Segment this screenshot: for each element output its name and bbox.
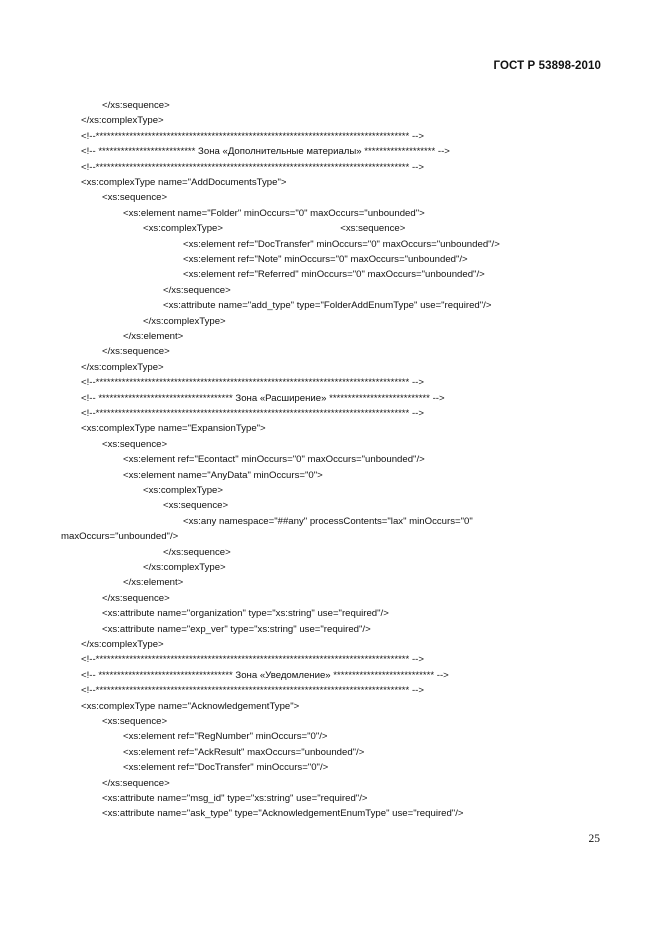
code-line: </xs:sequence>	[102, 100, 170, 111]
code-line: <!-- ************************************ Зона «Расширение» *************************** -->	[81, 392, 445, 404]
code-line: <xs:complexType>	[143, 485, 223, 496]
code-line: <xs:attribute name="organization" type="xs:string" use="required"/>	[102, 608, 389, 620]
code-line: <!--************************************************************************************ -->	[81, 130, 424, 142]
code-line: </xs:sequence>	[102, 346, 170, 358]
page-number: 25	[588, 833, 600, 845]
code-line: <xs:sequence>	[163, 500, 229, 512]
code-line: </xs:sequence>	[102, 777, 170, 789]
code-line: <!--************************************************************************************ -->	[81, 654, 424, 666]
code-line: </xs:complexType>	[143, 562, 226, 573]
code-line: <xs:attribute name="ask_type" type="AcknowledgementEnumType" use="required"/>	[102, 808, 464, 820]
code-line: </xs:element>	[123, 577, 184, 589]
code-line: </xs:complexType>	[81, 639, 164, 650]
code-line: <xs:complexType name="ExpansionType">	[81, 423, 266, 435]
code-line: <xs:element ref="Referred" minOccurs="0" maxOccurs="unbounded"/>	[183, 269, 485, 281]
code-line: </xs:sequence>	[163, 546, 231, 558]
code-line: <xs:element ref="DocTransfer" minOccurs="0"/>	[123, 762, 329, 774]
code-line: <xs:element name="AnyData" minOccurs="0">	[123, 469, 323, 481]
code-line: <xs:complexType> <xs:sequence>	[143, 223, 406, 235]
code-line: <xs:element ref="RegNumber" minOccurs="0"/>	[123, 731, 328, 743]
code-line: <xs:complexType name="AcknowledgementType">	[81, 700, 300, 712]
code-line: <xs:complexType name="AddDocumentsType">	[81, 177, 287, 188]
code-line: <!--************************************************************************************ -->	[81, 685, 424, 697]
code-line: <xs:sequence>	[102, 438, 168, 450]
code-line: <!--************************************************************************************ -->	[81, 161, 424, 173]
code-line: </xs:sequence>	[102, 592, 170, 604]
code-line: <!--************************************************************************************ -->	[81, 377, 424, 389]
code-line: <xs:element name="Folder" minOccurs="0" maxOccurs="unbounded">	[123, 207, 425, 219]
code-line: <!--************************************************************************************ -->	[81, 408, 424, 419]
code-line: </xs:complexType>	[143, 315, 226, 327]
code-line: </xs:complexType>	[81, 361, 164, 373]
code-line: </xs:element>	[123, 331, 184, 342]
code-line: <xs:element ref="Note" minOccurs="0" maxOccurs="unbounded"/>	[183, 254, 468, 265]
code-line: <xs:attribute name="add_type" type="FolderAddEnumType" use="required"/>	[163, 300, 492, 312]
code-line: <!-- ************************************ Зона «Уведомление» *************************** -->	[81, 669, 449, 681]
code-line: <xs:sequence>	[102, 716, 168, 727]
code-line: <xs:attribute name="exp_ver" type="xs:string" use="required"/>	[102, 623, 371, 635]
code-line: </xs:complexType>	[81, 115, 164, 127]
code-line: maxOccurs="unbounded"/>	[61, 531, 179, 543]
code-line: </xs:sequence>	[163, 284, 231, 296]
code-line: <xs:attribute name="msg_id" type="xs:string" use="required"/>	[102, 793, 368, 804]
code-line: <xs:sequence>	[102, 192, 168, 204]
document-standard-header: ГОСТ Р 53898-2010	[493, 60, 601, 72]
code-line: <xs:element ref="AckResult" maxOccurs="unbounded"/>	[123, 746, 365, 758]
code-line: <xs:element ref="Econtact" minOccurs="0" maxOccurs="unbounded"/>	[123, 454, 425, 466]
code-line: <xs:element ref="DocTransfer" minOccurs="0" maxOccurs="unbounded"/>	[183, 238, 500, 250]
code-line: <!-- ************************** Зона «Дополнительные материалы» ******************* -->	[81, 146, 450, 158]
code-line: <xs:any namespace="##any" processContents="lax" minOccurs="0"	[183, 515, 473, 527]
